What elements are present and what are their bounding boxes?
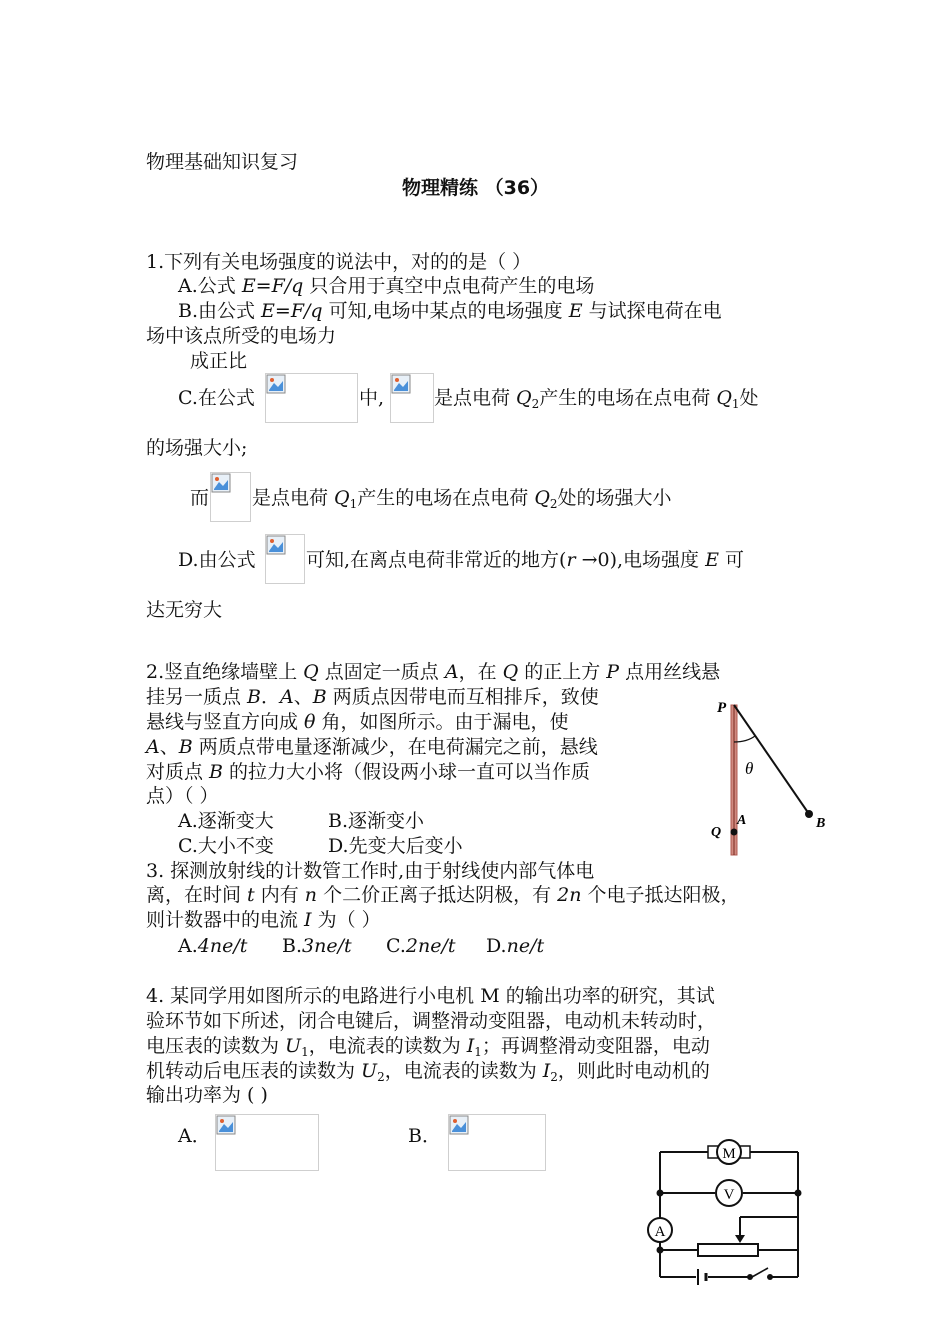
label-theta: θ — [745, 759, 754, 778]
formula-image-placeholder — [265, 373, 358, 423]
formula-image-placeholder — [448, 1114, 546, 1171]
q1-option-b: B.由公式 E=F/q 可知,电场中某点的电场强度 E 与试探电荷在电 — [178, 300, 722, 322]
q1-option-c-line2: 的场强大小; — [146, 437, 248, 459]
q2-line6: 点）（ ） — [146, 785, 219, 807]
q4-line1: 4. 某同学用如图所示的电路进行小电机 M 的输出功率的研究，其试 — [146, 985, 715, 1007]
label-q: Q — [711, 825, 722, 840]
label-b: B — [816, 816, 826, 831]
q3-option-b: B.3ne/t — [282, 935, 352, 957]
ammeter-label: A — [654, 1224, 666, 1240]
q3-line3: 则计数器中的电流 I 为（ ） — [146, 909, 381, 931]
q4-line3: 电压表的读数为 $U_1$，电流表的读数为 $I_1$；再调整滑动变阻器，电动 — [146, 1035, 710, 1059]
label-a: A — [737, 813, 747, 828]
q1-option-a: A.公式 E=F/q 只合用于真空中点电荷产生的电场 — [178, 275, 595, 297]
q3-line1: 3. 探测放射线的计数管工作时,由于射线使内部气体电 — [146, 860, 595, 882]
broken-image-icon — [391, 374, 411, 394]
q1-option-d: 可知,在离点电荷非常近的地方(r →0),电场强度 E 可 — [306, 549, 745, 571]
q3-option-c: C.2ne/t — [386, 935, 456, 957]
label-p: P — [717, 700, 727, 716]
pendulum-figure — [705, 690, 840, 860]
q2-line4: A、B 两质点带电量逐渐减少，在电荷漏完之前，悬线 — [146, 736, 598, 758]
q4-option-b: B． — [408, 1125, 441, 1147]
broken-image-icon — [216, 1115, 236, 1135]
q4-line5: 输出功率为 ( ) — [146, 1084, 268, 1106]
q1-option-c-line3-pre: 而 — [190, 487, 210, 509]
page-title: 物理精练 （36） — [402, 177, 550, 199]
broken-image-icon — [266, 374, 286, 394]
q1-option-c-line3: 是点电荷 $Q_1$产生的电场在点电荷 $Q_2$处的场强大小 — [252, 487, 672, 511]
formula-image-placeholder — [265, 534, 305, 584]
q2-line1: 2.竖直绝缘墙壁上 Q 点固定一质点 A，在 Q 的正上方 P 点用丝线悬 — [146, 661, 721, 683]
circuit-diagram — [640, 1135, 815, 1287]
q2-line3: 悬线与竖直方向成 θ 角，如图所示。由于漏电，使 — [146, 711, 569, 733]
q2-line5: 对质点 B 的拉力大小将（假设两小球一直可以当作质 — [146, 761, 591, 783]
q1-option-c-mid: 中, — [359, 387, 385, 409]
q2-option-b: B.逐渐变小 — [328, 810, 425, 832]
q1-option-d-line2: 达无穷大 — [146, 599, 223, 621]
q2-line2: 挂另一质点 B．A、B 两质点因带电而互相排斥，致使 — [146, 686, 599, 708]
q2-option-d: D.先变大后变小 — [328, 835, 463, 857]
broken-image-icon — [449, 1115, 469, 1135]
motor-label: M — [722, 1146, 736, 1162]
q4-option-a: A． — [178, 1125, 211, 1147]
q1-option-d-pre: D.由公式 — [178, 549, 256, 571]
broken-image-icon — [211, 473, 231, 493]
q3-line2: 离，在时间 t 内有 n 个二价正离子抵达阴极，有 2n 个电子抵达阳极， — [146, 884, 740, 906]
q1-option-b-line2: 场中该点所受的电场力 — [146, 325, 337, 347]
formula-image-placeholder — [215, 1114, 319, 1171]
q3-option-d: D.ne/t — [486, 935, 545, 957]
q1-option-c-rest: 是点电荷 $Q_2$产生的电场在点电荷 $Q_1$处 — [434, 387, 759, 411]
voltmeter-label: V — [723, 1187, 735, 1203]
q2-option-a: A.逐渐变大 — [178, 810, 274, 832]
q4-line2: 验环节如下所述，闭合电键后，调整滑动变阻器，电动机未转动时， — [146, 1010, 717, 1032]
formula-image-placeholder — [210, 472, 251, 522]
subtitle: 物理基础知识复习 — [146, 151, 299, 173]
q2-option-c: C.大小不变 — [178, 835, 274, 857]
q1-stem: 1.下列有关电场强度的说法中，对的的是（ ） — [146, 251, 532, 273]
broken-image-icon — [266, 535, 286, 555]
q1-option-c: C.在公式 — [178, 387, 255, 409]
q4-line4: 机转动后电压表的读数为 $U_2$，电流表的读数为 $I_2$，则此时电动机的 — [146, 1060, 710, 1084]
q1-option-b-line3: 成正比 — [190, 350, 248, 372]
q3-option-a: A.4ne/t — [178, 935, 248, 957]
formula-image-placeholder — [390, 373, 434, 423]
